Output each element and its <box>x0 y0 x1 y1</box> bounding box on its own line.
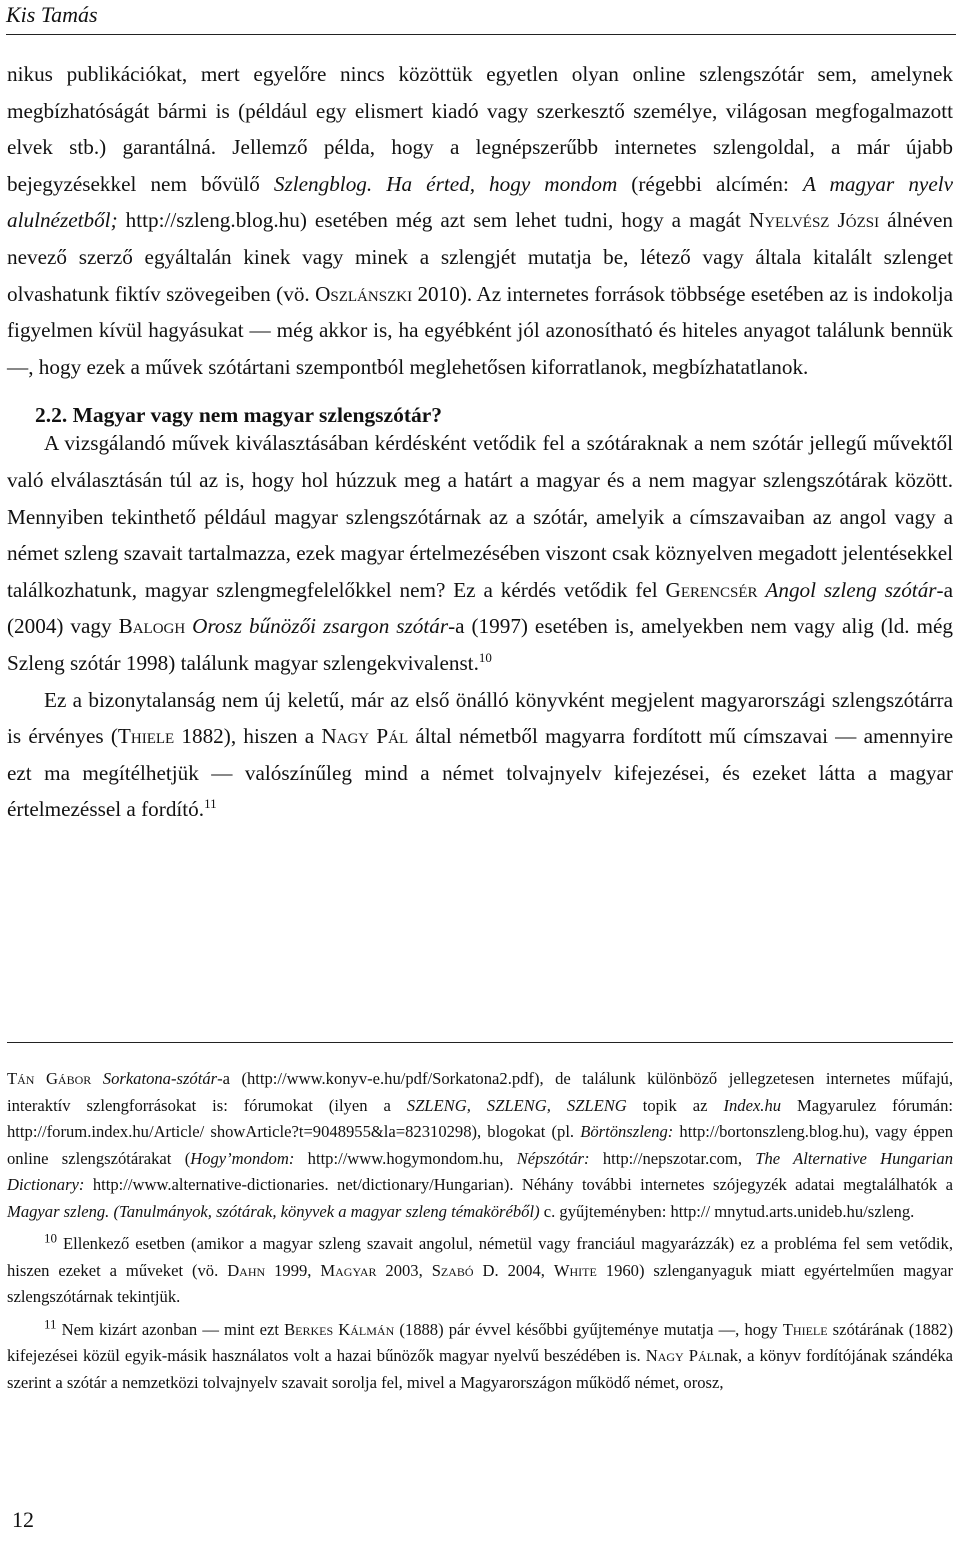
page-header <box>6 0 956 35</box>
italic-title: A magyar nyelv alulnézetből; <box>7 171 954 233</box>
text-span: -a (http://www.konyv-e.hu/pdf/Sorkatona2.pdf), de találunk különböző jellegzetesen internetes műfajú, interaktív szlengforrásokat is: fórumokat (ilyen a <box>7 1069 953 1115</box>
italic-title: The Alternative Hungarian Dictionary: <box>7 1148 953 1194</box>
footnote-number: 11 <box>44 1315 57 1331</box>
text-span: http://www.alternative-dictionaries. net/dictionary/Hungarian). Néhány további internetes szójegyzék adatai megtalálhatók a <box>84 1175 953 1194</box>
author-name: Oszlánszki <box>315 281 413 306</box>
text-span: 1999, <box>265 1260 321 1280</box>
footnote-number: 10 <box>44 1230 57 1246</box>
text-span: http://bortonszleng.blog.hu), vagy éppen online szlengszótárakat ( <box>7 1122 953 1168</box>
author-name: Nyelvész Józsi <box>748 208 880 233</box>
footnote-continued <box>7 1066 953 1225</box>
paragraph-2 <box>7 425 953 681</box>
author-name: Magyar <box>320 1260 377 1280</box>
italic-title: Sorkatona-szótár <box>102 1069 218 1088</box>
footnote-ref-10: 10 <box>478 649 492 665</box>
text-span: szótárának (1882) kifejezései közül egyik-másik használatos volt a hazai bűnözők magyar nyelvű beszédében is. <box>7 1319 953 1365</box>
author-name: Berkes Kálmán <box>284 1319 395 1339</box>
text-span <box>91 1069 102 1088</box>
text-span: http://www.hogymondom.hu, <box>294 1148 517 1168</box>
author-name: Gerencsér <box>665 577 758 602</box>
italic-title: Népszótár: <box>516 1148 590 1168</box>
paragraph-3 <box>7 682 953 828</box>
text-span: által németből magyarra fordított mű címszavai — amennyire ezt ma megítélhetjük — valószínűleg mind a német tolvajnyelv kifejezései, és ezeket látta a magyar értelmezéssel a fordító. <box>7 724 953 822</box>
text-span: 2003, <box>376 1260 432 1280</box>
author-name: Thiele <box>782 1319 828 1339</box>
italic-title: Index.hu <box>723 1095 782 1115</box>
main-text <box>7 56 953 828</box>
text-span: nikus publikációkat, mert egyelőre nincs közöttük egyetlen olyan online szlengszótár sem, amelynek megbízhatóságát bármi is (például egy elismert kiadó vagy szerkesztő személye, világosan megfogalmazott elvek stb.) garantálná. Jellemző példa, hogy a legnépszerűbb internetes szlengoldal, a már újabb bejegyzésekkel nem bővülő <box>7 62 953 196</box>
text-span: http://nepszotar.com, <box>589 1148 756 1168</box>
author-name: Dahn <box>227 1260 266 1280</box>
text-span: topik az <box>626 1095 724 1115</box>
page-number: 12 <box>12 1507 34 1532</box>
paragraph-1 <box>7 56 953 385</box>
italic-title: Ha érted, hogy mondom <box>386 171 618 196</box>
section-heading: 2.2. Magyar vagy nem magyar szlengszótár? <box>35 403 443 428</box>
author-name: Balogh <box>118 614 186 639</box>
author-name: Thiele <box>117 724 175 749</box>
text-span: -a (1997) esetében is, amelyekben nem vagy alig (ld. még Szleng szótár 1998) találunk magyar szlengekvivalenst. <box>7 614 954 675</box>
text-span: -a (2004) vagy <box>7 577 954 639</box>
author-name: Szabó D. <box>431 1260 499 1280</box>
text-span: A vizsgálandó művek kiválasztásában kérdésként vetődik fel a szótáraknak a nem szótár jellegű művektől való elválasztásán túl az is, hogy hol húzzuk meg a határt a magyar és a nem magyar szlengszótárak között. Mennyiben tekinthető például magyar szlengszótárnak az a szótár, amelyik a címszavaiban az angol vagy a német szleng szavait tartalmazza, ezek magyar értelmezésében viszont csak köznyelven megadott jelentésekkel találkozhatunk, magyar szlengmegfelelőkkel nem? Ez a kérdés vetődik fel <box>7 431 953 602</box>
italic-title: Szlengblog. <box>273 171 373 196</box>
running-head: Kis Tamás <box>6 2 98 27</box>
text-span: 2004, <box>498 1260 554 1280</box>
italic-title: Hogy’mondom: <box>190 1148 295 1168</box>
text-span: nak, a könyv fordítójának szándéka szerint a szótár a nemzetközi tolvajnyelv szavait sorolja fel, mivel a Magyarországon működő német, orosz, <box>7 1346 953 1392</box>
footnote-separator <box>7 1042 953 1043</box>
author-name: Nagy Pál <box>645 1346 714 1365</box>
italic-title: Angol szleng szótár <box>765 577 937 602</box>
footnote-10 <box>7 1231 953 1311</box>
text-span: álnéven nevező szerző egyáltalán kinek vagy minek a szlengjét mutatja be, létező vagy általa kitalált szlenget olvashatunk fiktív szövegeiben (vö. <box>7 208 953 306</box>
text-span: c. gyűjteményben: http:// mnytud.arts.unideb.hu/szleng. <box>539 1201 915 1221</box>
text-span: http://szleng.blog.hu) esetében még azt sem lehet tudni, hogy a magát <box>117 208 749 233</box>
italic-title: Magyar szleng. (Tanulmányok, szótárak, könyvek a magyar szleng témaköréből) <box>7 1201 540 1221</box>
text-span: Nem kizárt azonban — mint ezt <box>56 1319 285 1339</box>
author-name: Nagy Pál <box>321 724 409 749</box>
italic-title: Orosz bűnözői zsargon szótár <box>192 614 449 639</box>
text-span: 1882), hiszen a <box>174 724 322 749</box>
text-span <box>372 172 386 196</box>
text-span: Ellenkező esetben (amikor a magyar szleng szavait angolul, németül vagy franciául magyarázzák) ez a probléma fel sem vetődik, hiszen ezeket a műveket (vö. <box>7 1234 953 1280</box>
text-span: (1888) pár évvel későbbi gyűjteménye mutatja —, hogy <box>394 1319 783 1339</box>
footnote-11 <box>7 1317 953 1397</box>
text-span: 1960) szlenganyaguk miatt egyértelműen magyar szlengszótárnak tekintjük. <box>7 1260 953 1306</box>
italic-title: Börtönszleng: <box>580 1122 674 1141</box>
author-name: Tán Gábor <box>7 1069 92 1088</box>
text-span: (régebbi alcímén: <box>617 171 803 196</box>
author-name: White <box>553 1260 597 1280</box>
footnotes <box>7 1066 953 1396</box>
text-span: Ez a bizonytalanság nem új keletű, már az első önálló könyvként megjelent magyarországi szlengszótárra is érvényes ( <box>7 687 953 749</box>
text-span: Magyarulez fórumán: http://forum.index.hu/Article/ showArticle?t=9048955&la=82310298), blogokat (pl. <box>7 1095 953 1141</box>
italic-title: SZLENG, SZLENG, SZLENG <box>406 1095 627 1115</box>
footnote-ref-11: 11 <box>204 796 217 812</box>
text-span: 2010). Az internetes források többsége esetében az is indokolja figyelmen kívül hagyásukat — még akkor is, ha egyébként jól azonosítható és hiteles anyagot találunk bennük —, hogy ezek a művek szótártani szempontból meglehetősen kiforratlanok, megbízhatatlanok. <box>7 281 953 379</box>
